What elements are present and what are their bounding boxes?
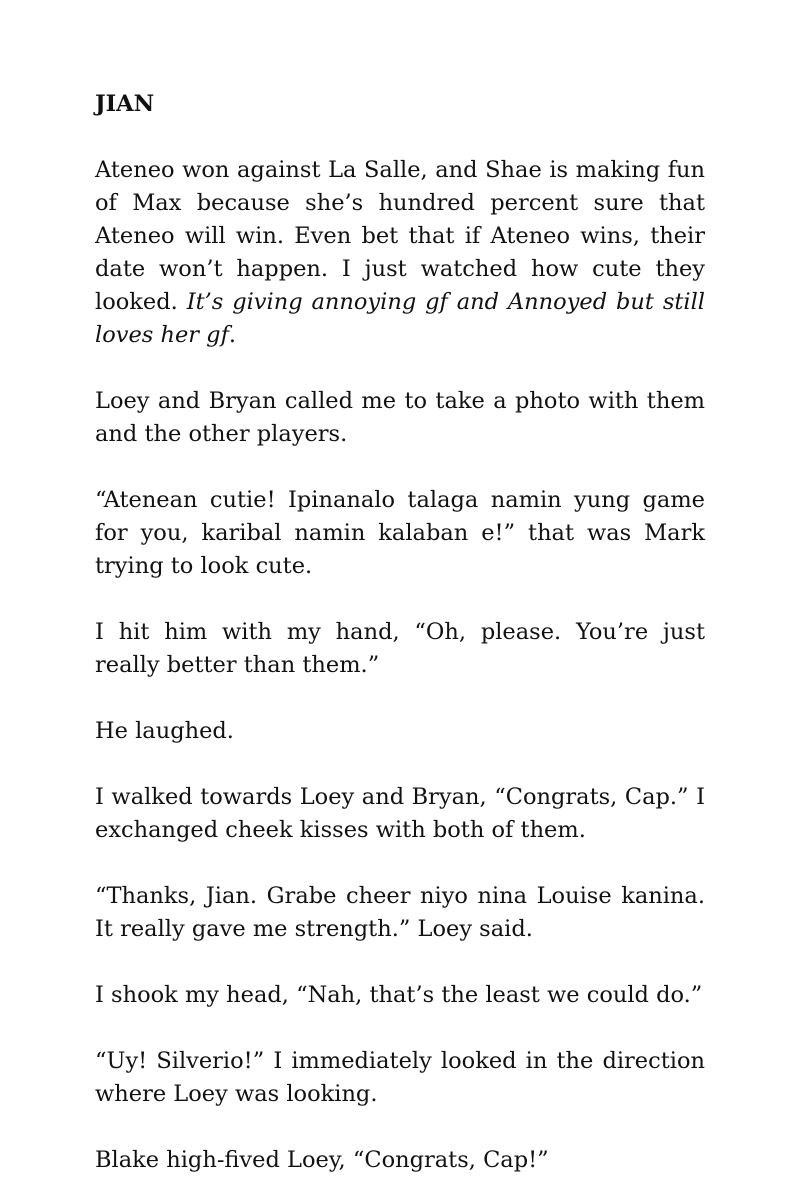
paragraph-6: I walked towards Loey and Bryan, “Congrats, Cap.” I exchanged cheek kisses with both of them.: [95, 784, 705, 843]
paragraph-2: Loey and Bryan called me to take a photo with them and the other players.: [95, 388, 705, 447]
paragraph-8: I shook my head, “Nah, that’s the least we could do.”: [95, 982, 703, 1008]
paragraph-1: [95, 154, 705, 352]
paragraph-1-text: Ateneo won against La Salle, and Shae is making fun of Max because she’s hundred percent sure that Ateneo will win. Even bet that if Ateneo wins, their date won’t happen. I just watched how cute they looked.: [95, 157, 705, 315]
paragraph-5: He laughed.: [95, 718, 234, 744]
paragraph-7: “Thanks, Jian. Grabe cheer niyo nina Louise kanina. It really gave me strength.” Loey said.: [95, 883, 705, 942]
paragraph-1-italic: It’s giving annoying gf and Annoyed but still loves her gf: [95, 289, 705, 348]
paragraph-3: “Atenean cutie! Ipinanalo talaga namin yung game for you, karibal namin kalaban e!” that was Mark trying to look cute.: [95, 487, 705, 579]
paragraph-1-end: .: [228, 322, 237, 348]
paragraph-10: Blake high-fived Loey, “Congrats, Cap!”: [95, 1147, 549, 1173]
paragraph-9: “Uy! Silverio!” I immediately looked in the direction where Loey was looking.: [95, 1048, 705, 1107]
chapter-heading: JIAN: [95, 91, 155, 117]
paragraph-4: I hit him with my hand, “Oh, please. You’re just really better than them.”: [95, 619, 705, 678]
